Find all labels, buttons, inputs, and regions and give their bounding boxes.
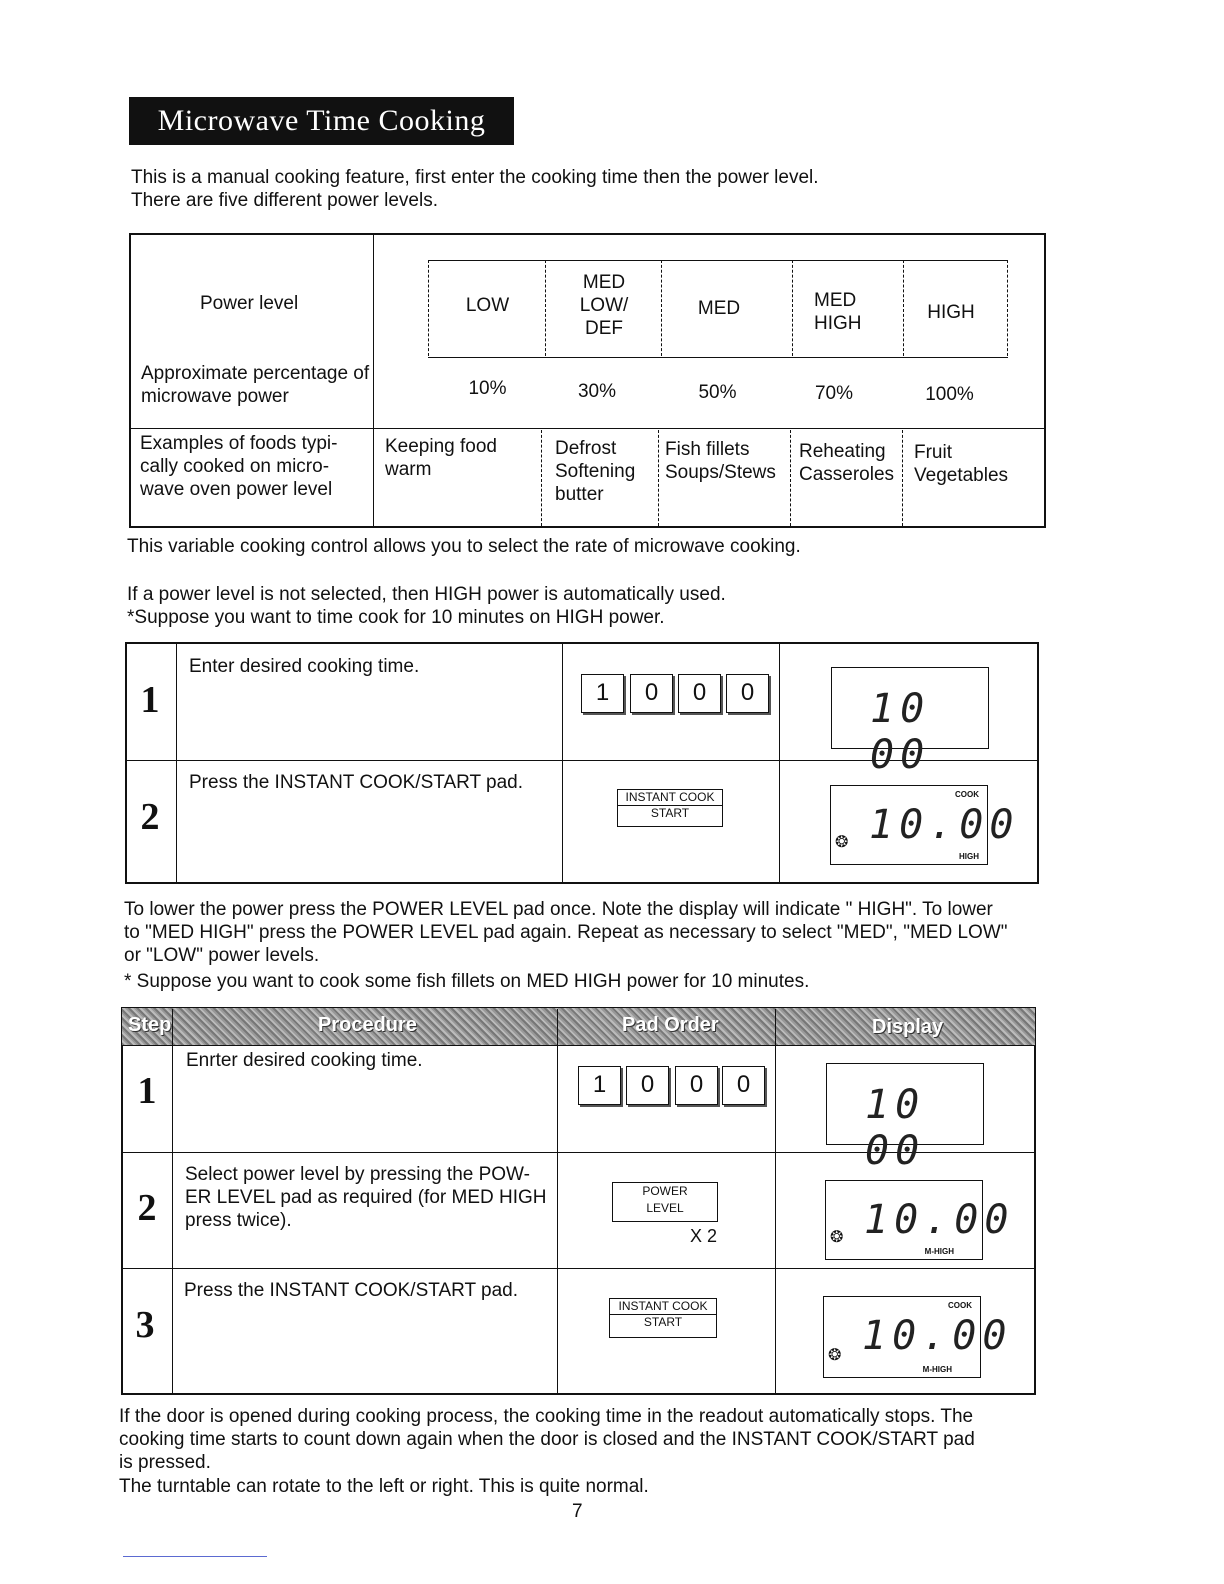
header-display: Display <box>872 1016 944 1038</box>
display-digits: 10.00 <box>869 802 1020 848</box>
digit-key-1[interactable]: 1 <box>578 1066 621 1105</box>
display-digits: 10 00 <box>865 1082 926 1174</box>
level-med: MED <box>697 298 741 319</box>
display-readout <box>823 1296 1013 1378</box>
step-number: 2 <box>137 1187 157 1229</box>
lower-power-line-2: to "MED HIGH" press the POWER LEVEL pad again. Repeat as necessary to select "MED", "MED LOW" <box>124 922 1008 943</box>
power-indicator: HIGH <box>959 852 979 861</box>
level-divider <box>792 260 793 356</box>
step-procedure: Press the INSTANT COOK/START pad. <box>189 772 524 793</box>
power-level-pad[interactable] <box>612 1182 718 1222</box>
door-note-line-2: cooking time starts to count down again when the door is closed and the INSTANT COOK/START pad <box>119 1429 975 1450</box>
power-indicator: M-HIGH <box>922 1365 952 1374</box>
cook-indicator: COOK <box>955 790 979 799</box>
level-high: HIGH <box>927 302 975 323</box>
step-number: 1 <box>137 1070 157 1112</box>
header-step: Step <box>128 1014 172 1036</box>
table-divider <box>373 235 374 526</box>
level-low: LOW <box>465 295 510 316</box>
display-readout <box>831 667 989 778</box>
level-medhigh: MED HIGH <box>814 290 862 334</box>
foods-medhigh: Reheating Casseroles <box>799 441 895 485</box>
step-procedure: Enter desired cooking time. <box>189 656 420 677</box>
power-level-label: Power level <box>200 293 299 314</box>
percentage-label: Approximate percentage of microwave power <box>141 363 370 407</box>
turntable-icon: ❂ <box>830 1229 844 1246</box>
digit-key-0[interactable]: 0 <box>630 674 673 713</box>
table-divider <box>123 1268 1034 1269</box>
instant-cook-start-pad[interactable] <box>617 789 723 827</box>
cook-indicator: COOK <box>948 1301 972 1310</box>
table-divider <box>775 1009 776 1393</box>
display-readout <box>825 1180 1015 1260</box>
level-divider <box>661 260 662 356</box>
lower-power-line-1: To lower the power press the POWER LEVEL pad once. Note the display will indicate " HIGH". To lower <box>124 899 993 920</box>
step-procedure: Enrter desired cooking time. <box>186 1050 423 1071</box>
instant-cook-start-pad[interactable] <box>609 1298 717 1338</box>
foods-divider <box>541 430 542 526</box>
pad-label-bottom: START <box>643 1315 683 1329</box>
example-1: *Suppose you want to time cook for 10 minutes on HIGH power. <box>127 607 665 628</box>
intro-line-1: This is a manual cooking feature, first enter the cooking time then the power level. <box>131 167 819 188</box>
display-readout <box>830 785 1020 865</box>
lower-power-line-3: or "LOW" power levels. <box>124 945 320 966</box>
step-procedure: Press the INSTANT COOK/START pad. <box>184 1280 519 1301</box>
table-divider <box>779 644 780 882</box>
percent-med: 50% <box>698 382 737 403</box>
foods-med: Fish fillets Soups/Stews <box>665 439 776 483</box>
step-number: 3 <box>135 1304 155 1346</box>
digit-key-0[interactable]: 0 <box>726 674 769 713</box>
percent-medhigh: 70% <box>814 383 854 404</box>
examples-label: Examples of foods typi- cally cooked on micro- wave oven power level <box>140 433 338 500</box>
header-pad-order: Pad Order <box>622 1014 719 1036</box>
table-divider <box>131 428 1044 429</box>
level-divider <box>428 260 429 356</box>
display-digits: 10 00 <box>870 686 931 778</box>
pad-label-top: INSTANT COOK <box>618 790 722 806</box>
foods-divider <box>790 430 791 526</box>
foods-divider <box>902 430 903 526</box>
level-divider <box>903 260 904 356</box>
turntable-note: The turntable can rotate to the left or right. This is quite normal. <box>119 1476 649 1497</box>
high-default-note: If a power level is not selected, then HIGH power is automatically used. <box>127 584 726 605</box>
intro-line-2: There are five different power levels. <box>131 190 438 211</box>
table-divider <box>176 644 177 882</box>
percent-medlow: 30% <box>577 381 617 402</box>
pad-label-top: POWER <box>642 1184 688 1198</box>
table-divider <box>172 1009 173 1393</box>
header-procedure: Procedure <box>318 1014 417 1036</box>
level-medlow: MED LOW/ DEF <box>579 272 629 339</box>
turntable-icon: ❂ <box>835 834 849 851</box>
press-multiplier: X 2 <box>690 1226 718 1246</box>
digit-key-0[interactable]: 0 <box>675 1066 718 1105</box>
level-divider <box>545 260 546 356</box>
step-number: 2 <box>140 796 160 838</box>
door-note-line-3: is pressed. <box>119 1452 211 1473</box>
percent-high: 100% <box>925 384 974 405</box>
door-note-line-1: If the door is opened during cooking process, the cooking time in the readout automatically stops. The <box>119 1406 974 1427</box>
page-number: 7 <box>572 1501 583 1522</box>
turntable-icon: ❂ <box>828 1347 842 1364</box>
step-number: 1 <box>140 679 160 721</box>
digit-key-0[interactable]: 0 <box>626 1066 669 1105</box>
table-divider <box>562 644 563 882</box>
display-digits: 10.00 <box>864 1197 1015 1243</box>
digit-key-0[interactable]: 0 <box>722 1066 765 1105</box>
pad-label-bottom: START <box>650 806 690 820</box>
pad-label-bottom: LEVEL <box>646 1201 684 1215</box>
display-readout <box>826 1063 984 1174</box>
digit-key-0[interactable]: 0 <box>678 674 721 713</box>
pad-label-top: INSTANT COOK <box>610 1299 716 1315</box>
level-divider <box>1007 260 1008 356</box>
footer-rule <box>123 1556 267 1557</box>
page-title: Microwave Time Cooking <box>129 97 514 145</box>
percent-low: 10% <box>468 378 507 399</box>
foods-divider <box>658 430 659 526</box>
variable-note: This variable cooking control allows you to select the rate of microwave cooking. <box>127 536 801 557</box>
foods-low: Keeping food warm <box>385 436 497 480</box>
example-2: * Suppose you want to cook some fish fillets on MED HIGH power for 10 minutes. <box>124 971 810 992</box>
foods-high: Fruit Vegetables <box>914 442 1009 486</box>
display-digits: 10.00 <box>862 1313 1013 1359</box>
foods-medlow: Defrost Softening butter <box>555 438 636 505</box>
digit-key-1[interactable]: 1 <box>581 674 624 713</box>
power-indicator: M-HIGH <box>924 1247 954 1256</box>
table-divider <box>557 1009 558 1393</box>
step-procedure: Select power level by pressing the POW- ER LEVEL pad as required (for MED HIGH press twice). <box>185 1164 547 1231</box>
